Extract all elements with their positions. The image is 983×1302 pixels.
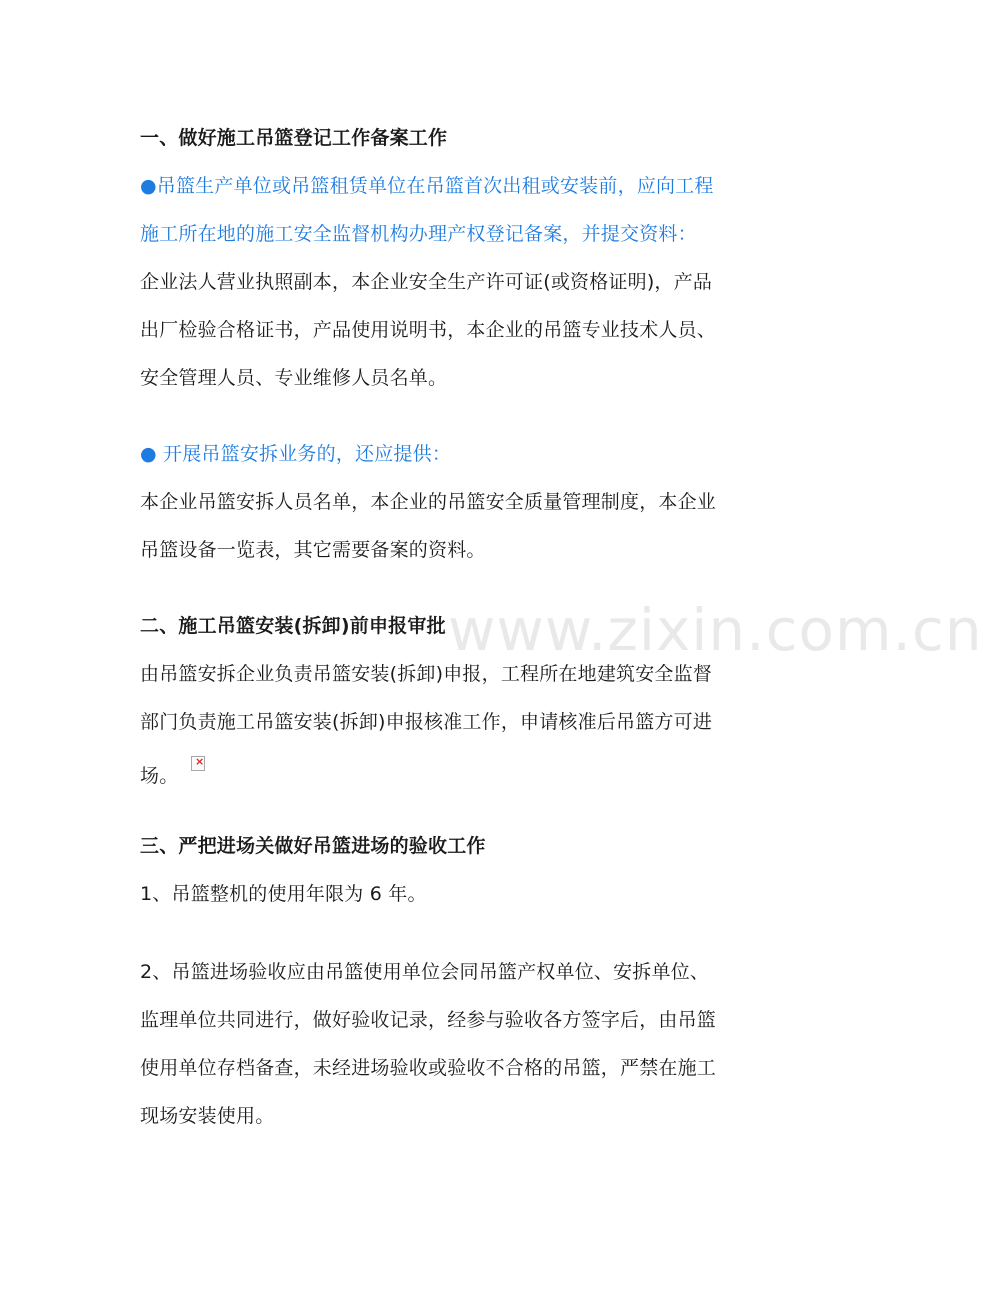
section3-item2-line2: 监理单位共同进行，做好验收记录，经参与验收各方签字后，由吊篮	[140, 1009, 717, 1031]
section3-heading: 三、严把进场关做好吊篮进场的验收工作	[140, 835, 486, 857]
section1-para1-line2: 出厂检验合格证书，产品使用说明书，本企业的吊篮专业技术人员、	[140, 319, 717, 341]
section2-para-line2: 部门负责施工吊篮安装(拆卸)申报核准工作，申请核准后吊篮方可进	[140, 711, 713, 733]
section1-bullet1-line2: 施工所在地的施工安全监督机构办理产权登记备案，并提交资料：	[140, 223, 697, 245]
section1-para2-line1: 本企业吊篮安拆人员名单，本企业的吊篮安全质量管理制度，本企业	[140, 491, 717, 513]
section1-para1-line3: 安全管理人员、专业维修人员名单。	[140, 367, 448, 389]
broken-image-icon	[191, 756, 205, 771]
section3-item2-line3: 使用单位存档备查，未经进场验收或验收不合格的吊篮，严禁在施工	[140, 1057, 717, 1079]
section2-para-line3: 场。	[140, 765, 179, 787]
section1-para2-line2: 吊篮设备一览表，其它需要备案的资料。	[140, 539, 486, 561]
section1-para1-line1: 企业法人营业执照副本，本企业安全生产许可证(或资格证明)，产品	[140, 271, 713, 293]
broken-image-glyph: ×	[195, 755, 205, 768]
section1-bullet2: ● 开展吊篮安拆业务的，还应提供：	[140, 443, 452, 465]
section3-item2-line4: 现场安装使用。	[140, 1105, 275, 1127]
section3-item1: 1、吊篮整机的使用年限为 6 年。	[140, 883, 427, 905]
watermark: www.zixin.com.cn	[448, 596, 983, 664]
section3-item2-line1: 2、吊篮进场验收应由吊篮使用单位会同吊篮产权单位、安拆单位、	[140, 961, 710, 983]
section1-heading: 一、做好施工吊篮登记工作备案工作	[140, 127, 448, 149]
section2-para-line1: 由吊篮安拆企业负责吊篮安装(拆卸)申报，工程所在地建筑安全监督	[140, 663, 713, 685]
section1-bullet1-line1: ●吊篮生产单位或吊篮租赁单位在吊篮首次出租或安装前，应向工程	[140, 175, 714, 197]
section2-heading: 二、施工吊篮安装(拆卸)前申报审批	[140, 615, 446, 637]
